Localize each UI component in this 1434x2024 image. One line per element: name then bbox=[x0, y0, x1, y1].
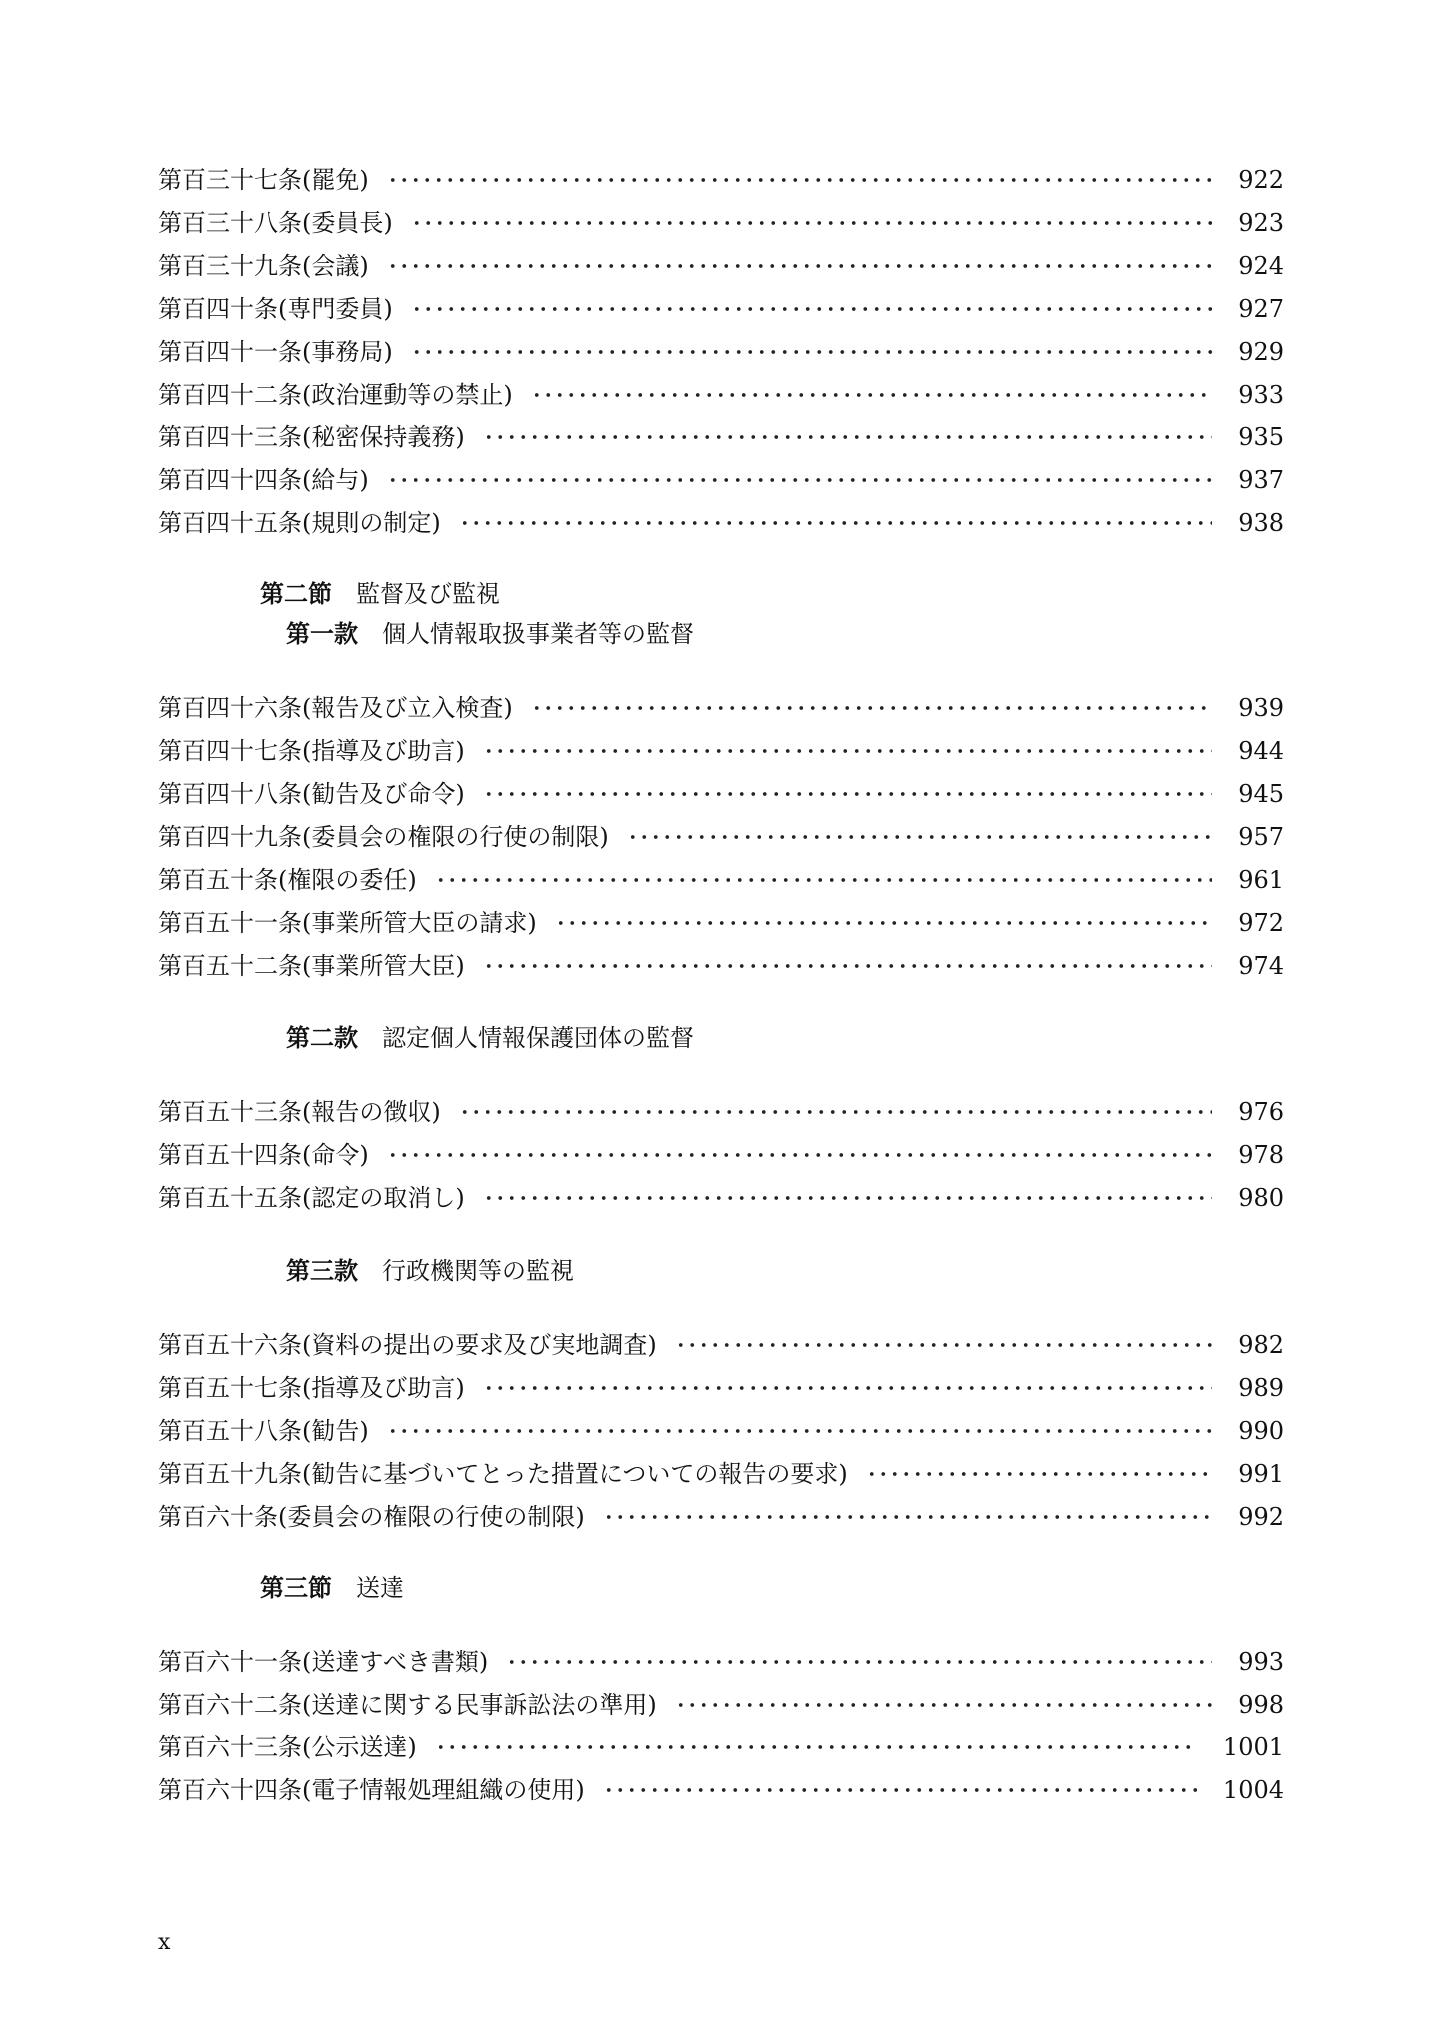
leader-dots bbox=[555, 920, 1212, 926]
leader-dots bbox=[483, 1195, 1212, 1201]
toc-entry[interactable] bbox=[158, 246, 1284, 286]
toc-entry[interactable] bbox=[158, 417, 1284, 457]
section-title: 監督及び監視 bbox=[356, 580, 500, 609]
toc-entry[interactable] bbox=[158, 688, 1284, 728]
section-heading bbox=[260, 574, 500, 614]
leader-dots bbox=[387, 177, 1212, 183]
toc-entry[interactable] bbox=[158, 203, 1284, 243]
section-label: 第三節 bbox=[260, 1572, 332, 1602]
toc-entry[interactable] bbox=[158, 1411, 1284, 1451]
leader-dots bbox=[459, 1109, 1212, 1115]
toc-entry-page: 991 bbox=[1238, 1459, 1284, 1488]
leader-dots bbox=[483, 1385, 1212, 1391]
toc-entry-page: 1001 bbox=[1222, 1733, 1284, 1762]
toc-entry-page: 972 bbox=[1238, 908, 1284, 937]
leader-dots bbox=[435, 877, 1212, 883]
toc-entry[interactable] bbox=[158, 375, 1284, 415]
page-number: x bbox=[158, 1930, 171, 1955]
section-heading bbox=[260, 1568, 404, 1608]
subsection-label: 第三款 bbox=[286, 1256, 358, 1286]
toc-entry-title: 第百五十七条(指導及び助言) bbox=[158, 1374, 465, 1402]
toc-entry[interactable] bbox=[158, 160, 1284, 200]
leader-dots bbox=[435, 1744, 1197, 1750]
leader-dots bbox=[483, 963, 1212, 969]
leader-dots bbox=[603, 1787, 1197, 1793]
toc-entry-page: 1004 bbox=[1222, 1776, 1284, 1805]
toc-entry[interactable] bbox=[158, 289, 1284, 329]
leader-dots bbox=[459, 520, 1212, 526]
leader-dots bbox=[531, 705, 1212, 711]
toc-entry-title: 第百六十一条(送達すべき書類) bbox=[158, 1647, 489, 1676]
leader-dots bbox=[866, 1471, 1212, 1477]
toc-entry-title: 第百四十四条(給与) bbox=[158, 466, 369, 495]
toc-entry-title: 第百六十四条(電子情報処理組織の使用) bbox=[158, 1776, 585, 1805]
leader-dots bbox=[483, 434, 1212, 440]
toc-entry-page: 998 bbox=[1238, 1690, 1284, 1719]
toc-entry-page: 927 bbox=[1238, 294, 1284, 323]
toc-entry[interactable] bbox=[158, 1325, 1284, 1365]
toc-entry-title: 第百三十八条(委員長) bbox=[158, 208, 393, 237]
toc-entry-page: 922 bbox=[1238, 166, 1284, 194]
leader-dots bbox=[411, 220, 1212, 226]
toc-entry-title: 第百四十八条(勧告及び命令) bbox=[158, 779, 465, 808]
toc-entry-page: 992 bbox=[1238, 1502, 1284, 1531]
toc-entry[interactable] bbox=[158, 332, 1284, 372]
subsection-title: 個人情報取扱事業者等の監督 bbox=[382, 620, 694, 649]
toc-entry-page: 980 bbox=[1238, 1184, 1284, 1213]
subsection-heading bbox=[286, 614, 694, 654]
toc-entry-title: 第百五十三条(報告の徴収) bbox=[158, 1098, 441, 1127]
leader-dots bbox=[411, 306, 1212, 312]
leader-dots bbox=[506, 1659, 1212, 1665]
toc-entry-title: 第百五十二条(事業所管大臣) bbox=[158, 951, 465, 980]
toc-entry-title: 第百五十八条(勧告) bbox=[158, 1416, 369, 1445]
toc-entry-page: 989 bbox=[1238, 1374, 1284, 1402]
toc-entry-title: 第百五十九条(勧告に基づいてとった措置についての報告の要求) bbox=[158, 1459, 848, 1488]
section-title: 送達 bbox=[356, 1573, 404, 1602]
toc-entry-title: 第百五十条(権限の委任) bbox=[158, 865, 417, 894]
toc-entry[interactable] bbox=[158, 903, 1284, 943]
toc-entry-title: 第百五十一条(事業所管大臣の請求) bbox=[158, 908, 537, 937]
toc-entry-page: 923 bbox=[1238, 208, 1284, 237]
toc-entry-title: 第百四十六条(報告及び立入検査) bbox=[158, 694, 513, 723]
toc-entry-page: 976 bbox=[1238, 1098, 1284, 1127]
toc-entry-page: 974 bbox=[1238, 951, 1284, 980]
leader-dots bbox=[411, 349, 1212, 355]
toc-entry-page: 935 bbox=[1238, 423, 1284, 452]
subsection-heading bbox=[286, 1018, 694, 1058]
toc-entry[interactable] bbox=[158, 1092, 1284, 1132]
toc-entry-page: 982 bbox=[1238, 1331, 1284, 1360]
toc-entry-page: 944 bbox=[1238, 737, 1284, 765]
toc-entry-title: 第百三十九条(会議) bbox=[158, 251, 369, 280]
toc-entry-page: 993 bbox=[1238, 1647, 1284, 1676]
subsection-label: 第一款 bbox=[286, 619, 358, 649]
toc-entry-title: 第百四十七条(指導及び助言) bbox=[158, 737, 465, 765]
toc-entry[interactable] bbox=[158, 1368, 1284, 1408]
toc-entry[interactable] bbox=[158, 1497, 1284, 1537]
toc-entry-title: 第百四十九条(委員会の権限の行使の制限) bbox=[158, 822, 609, 851]
toc-entry-page: 990 bbox=[1238, 1416, 1284, 1445]
toc-entry-title: 第百四十一条(事務局) bbox=[158, 337, 393, 366]
subsection-title: 行政機関等の監視 bbox=[382, 1257, 574, 1286]
toc-entry[interactable] bbox=[158, 817, 1284, 857]
leader-dots bbox=[387, 477, 1212, 483]
leader-dots bbox=[483, 791, 1212, 797]
toc-entry-page: 933 bbox=[1238, 380, 1284, 409]
toc-entry-page: 924 bbox=[1238, 251, 1284, 280]
toc-entry-page: 939 bbox=[1238, 694, 1284, 723]
toc-entry-page: 957 bbox=[1238, 822, 1284, 851]
leader-dots bbox=[603, 1514, 1212, 1520]
toc-entry-title: 第百三十七条(罷免) bbox=[158, 166, 369, 194]
toc-entry-page: 929 bbox=[1238, 337, 1284, 366]
toc-entry[interactable] bbox=[158, 860, 1284, 900]
toc-entry[interactable] bbox=[158, 1727, 1284, 1767]
subsection-title: 認定個人情報保護団体の監督 bbox=[382, 1024, 694, 1053]
leader-dots bbox=[483, 748, 1212, 754]
toc-entry-title: 第百四十二条(政治運動等の禁止) bbox=[158, 380, 513, 409]
toc-entry-title: 第百五十五条(認定の取消し) bbox=[158, 1184, 465, 1213]
toc-entry-title: 第百五十四条(命令) bbox=[158, 1141, 369, 1170]
toc-entry[interactable] bbox=[158, 1685, 1284, 1725]
toc-entry-title: 第百六十三条(公示送達) bbox=[158, 1733, 417, 1762]
toc-entry[interactable] bbox=[158, 503, 1284, 543]
toc-entry-title: 第百六十二条(送達に関する民事訴訟法の準用) bbox=[158, 1690, 657, 1719]
toc-entry-page: 945 bbox=[1238, 779, 1284, 808]
leader-dots bbox=[387, 1428, 1212, 1434]
leader-dots bbox=[387, 263, 1212, 269]
toc-entry-page: 938 bbox=[1238, 509, 1284, 538]
toc-entry[interactable] bbox=[158, 1178, 1284, 1218]
toc-entry-title: 第百五十六条(資料の提出の要求及び実地調査) bbox=[158, 1331, 657, 1360]
toc-entry-title: 第百四十五条(規則の制定) bbox=[158, 509, 441, 538]
toc-entry[interactable] bbox=[158, 731, 1284, 771]
leader-dots bbox=[675, 1702, 1212, 1708]
leader-dots bbox=[675, 1342, 1212, 1348]
toc-entry-page: 978 bbox=[1238, 1141, 1284, 1170]
leader-dots bbox=[387, 1152, 1212, 1158]
toc-entry[interactable] bbox=[158, 1135, 1284, 1175]
toc-entry[interactable] bbox=[158, 774, 1284, 814]
toc-entry-title: 第百四十三条(秘密保持義務) bbox=[158, 423, 465, 452]
leader-dots bbox=[531, 392, 1212, 398]
toc-entry[interactable] bbox=[158, 1454, 1284, 1494]
toc-entry[interactable] bbox=[158, 460, 1284, 500]
toc-entry-page: 937 bbox=[1238, 466, 1284, 495]
subsection-label: 第二款 bbox=[286, 1023, 358, 1053]
toc-entry-title: 第百四十条(専門委員) bbox=[158, 294, 393, 323]
leader-dots bbox=[627, 834, 1212, 840]
section-label: 第二節 bbox=[260, 579, 332, 609]
toc-entry-title: 第百六十条(委員会の権限の行使の制限) bbox=[158, 1502, 585, 1531]
toc-entry-page: 961 bbox=[1238, 865, 1284, 894]
subsection-heading bbox=[286, 1251, 574, 1291]
toc-entry[interactable] bbox=[158, 1770, 1284, 1810]
toc-entry[interactable] bbox=[158, 946, 1284, 986]
toc-entry[interactable] bbox=[158, 1642, 1284, 1682]
